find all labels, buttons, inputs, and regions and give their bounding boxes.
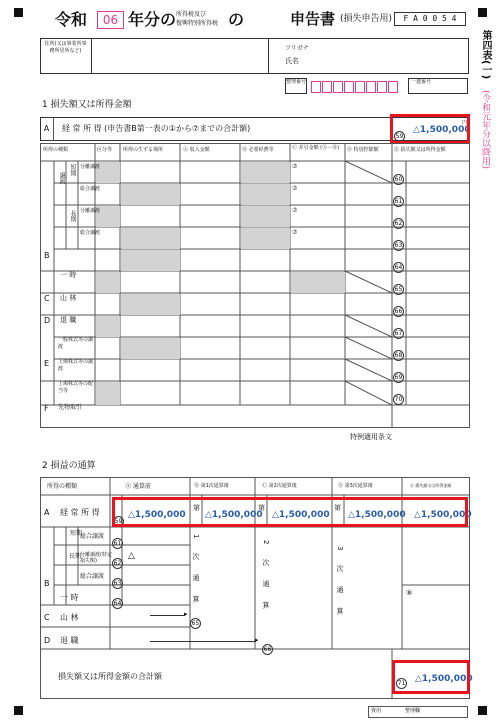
mark-7d: ⑦ (292, 229, 298, 236)
s2-d-label: 退 職 (60, 636, 79, 645)
s2-kind-1: 総合譲渡 (80, 533, 105, 540)
no-65: 65 (394, 286, 403, 293)
total-label: 損失額又は所得金額の合計額 (58, 672, 162, 681)
s2-no-66: 66 (263, 646, 272, 653)
kind-10: 上場株式等の配当等 (58, 381, 94, 394)
no-70: 70 (394, 396, 403, 403)
digit-box[interactable] (333, 81, 343, 93)
ichiren-label: 一連番号 (408, 78, 468, 94)
no-60: 60 (394, 176, 403, 183)
no-66: 66 (394, 308, 403, 315)
registration-mark-bottom-right (478, 706, 487, 715)
address-divider (268, 38, 269, 74)
no-61: 61 (394, 198, 403, 205)
mark-7b: ⑦ (292, 185, 298, 192)
total-value[interactable]: △1,500,000 (415, 674, 473, 684)
section1-table (40, 143, 470, 428)
s2-value-result[interactable]: △1,500,000 (414, 510, 472, 520)
s2-mark-second: 第 (258, 504, 265, 512)
year-box[interactable]: 06 (97, 11, 124, 29)
s2-header-first: Ⓑ 第1次通算後 (194, 483, 229, 489)
row-a-label: A (40, 117, 54, 141)
s1-header-place: 所得の生ずる場所 (123, 147, 164, 153)
registration-mark-bottom-left (14, 706, 23, 715)
form-subtitle: (損失申告用) (340, 14, 393, 24)
s2-value-before[interactable]: △1,500,000 (128, 510, 186, 520)
digit-box[interactable] (311, 81, 321, 93)
group-b: B (44, 251, 50, 260)
s2-no-62: 62 (113, 560, 122, 567)
section2-title: 2 損益の通算 (42, 461, 96, 471)
mark-7c: ⑦ (292, 207, 298, 214)
no-69: 69 (394, 374, 403, 381)
s1-header-deduction: Ⓓ 特別控除額 (347, 147, 379, 153)
digit-box[interactable] (344, 81, 354, 93)
s2-value-62[interactable]: △ (128, 551, 135, 561)
s2-row-a-no: 59 (114, 518, 123, 525)
s1-header-result: Ⓔ 損失額又は所得金額 (394, 147, 446, 153)
group-d: D (44, 316, 51, 325)
special-clause: 特例適用条文 (350, 433, 392, 441)
s1-header-expense: Ⓑ 必要経費等 (242, 147, 274, 153)
s2-header-result: Ⓔ 損失額又は所得金額 (410, 483, 452, 488)
s2-group-d: D (44, 636, 51, 645)
s2-no-63: 63 (113, 580, 122, 587)
s2-value-first[interactable]: △1,500,000 (205, 510, 263, 520)
kind-2: 総合譲渡 (80, 186, 101, 192)
s2-header-before: Ⓐ 通算前 (125, 483, 151, 490)
row-a-no: 59 (395, 133, 404, 140)
era-label: 令和 (55, 10, 88, 29)
group-c: C (44, 294, 50, 303)
name-label: 氏名 (285, 57, 299, 65)
sub-joto: 譲渡 (58, 172, 65, 184)
group-f: F (44, 404, 49, 413)
s1-header-diff: Ⓒ 差引金額 (Ⓐ－Ⓑ) (292, 145, 340, 151)
col-mark-1: 1 次 通 算 (192, 534, 200, 609)
col-mark-2: 2 次 通 算 (262, 540, 270, 615)
arrow-c-head: ▸ (184, 610, 188, 618)
s2-sub-2: 長期 (69, 553, 82, 560)
s2-kind-3: 総合譲渡 (80, 573, 105, 580)
s2-value-second[interactable]: △1,500,000 (272, 510, 330, 520)
registration-mark-top-left (14, 8, 23, 17)
tax-type-top: 所得税及び (176, 11, 207, 18)
year-suffix: 年分の (128, 10, 177, 29)
s2-group-b: B (44, 579, 50, 588)
s2-c-label: 山 林 (60, 613, 79, 622)
s2-header-second: Ⓒ 第2次通算後 (262, 483, 297, 489)
registration-mark-top-right (478, 8, 487, 17)
digit-box[interactable] (355, 81, 365, 93)
no-67: 67 (394, 330, 403, 337)
form-code: F A 0 0 5 4 (394, 12, 466, 26)
col-mark-3: 3 次 通 算 (336, 546, 344, 621)
kind-5: 一 時 (60, 271, 77, 279)
seiri-label: 整理番号 (285, 78, 307, 94)
kind-6: 山 林 (60, 294, 77, 302)
highlight-row-a (390, 114, 470, 144)
address-block (40, 38, 469, 74)
footer-seiri: 整理欄 (405, 708, 421, 714)
s2-mark-third: 第 (334, 504, 341, 512)
s2-kind-4: 一 時 (60, 593, 79, 602)
sub-long: 長期 (69, 210, 76, 222)
s2-kind-2: 分離譲渡(特定損失額) (80, 552, 112, 564)
kind-9: 上場株式等の譲渡 (58, 359, 94, 372)
tax-type-bottom: 復興特別所得税 (176, 20, 219, 27)
yen-mark: 円 (462, 120, 468, 126)
s2-group-c: C (44, 613, 50, 622)
sub-short: 短期 (69, 164, 76, 176)
digit-box[interactable] (322, 81, 332, 93)
s2-header-third: Ⓓ 第3次通算後 (338, 483, 373, 489)
kind-4: 総合譲渡 (80, 230, 101, 236)
s2-value-third[interactable]: △1,500,000 (348, 510, 406, 520)
highlight-total (392, 660, 470, 694)
digit-box[interactable] (377, 81, 387, 93)
no-64: 64 (394, 264, 403, 271)
table-label: 第四表(一) (480, 30, 491, 80)
s2-no-64: 64 (113, 600, 122, 607)
section1-title: 1 損失額又は所得金額 (42, 100, 132, 110)
arrow-c-line (150, 615, 185, 616)
address-label: 住所(又は事業所事務所居所など) (40, 38, 92, 74)
row-a-text: 経 常 所 得 (申告書B第一表の①から⑦までの合計額) (62, 124, 251, 133)
right-mark: ⑨ (406, 589, 413, 597)
kind-3: 分離譲渡 (80, 208, 101, 214)
seiri-boxes[interactable] (311, 78, 399, 97)
kind-11: 先物取引 (58, 404, 83, 411)
s2-sub-1: 短期 (70, 530, 83, 537)
kind-7: 退 職 (60, 316, 77, 324)
s1-header-kubun: 区分等 (97, 147, 113, 153)
digit-box[interactable] (388, 81, 398, 93)
s2-row-a-label: A (44, 508, 50, 517)
kind-8: 一般株式等の譲渡 (58, 337, 94, 350)
s2-no-65: 65 (191, 620, 200, 627)
highlight-s2-row-a (112, 497, 468, 527)
s2-mark-first: 第 (193, 504, 200, 512)
no-68: 68 (394, 352, 403, 359)
s1-header-income: Ⓐ 収入金額 (183, 147, 210, 153)
s1-header-kind: 所得の種類 (43, 147, 69, 153)
table-version: (令和元年分以降用) (480, 90, 490, 170)
group-e: E (44, 359, 50, 368)
total-no: 71 (397, 680, 406, 687)
footer-shiryo: 資用 (371, 708, 382, 714)
arrow-d-head: ▸ (255, 636, 259, 644)
no-63: 63 (394, 242, 403, 249)
no-62: 62 (394, 220, 403, 227)
s2-header-kind: 所得の種類 (47, 483, 78, 490)
arrow-d-line (150, 641, 256, 642)
furigana-label: フリガナ (285, 45, 309, 52)
kind-1: 分離譲渡 (80, 164, 101, 170)
of-label: の (228, 10, 245, 29)
mark-7a: ⑦ (292, 163, 298, 170)
s2-row-a-text: 経 常 所 得 (60, 508, 100, 517)
form-title: 申告書 (290, 10, 336, 28)
s2-no-61: 61 (113, 540, 122, 547)
digit-box[interactable] (366, 81, 376, 93)
row-a-value[interactable]: △1,500,000 (413, 125, 471, 135)
